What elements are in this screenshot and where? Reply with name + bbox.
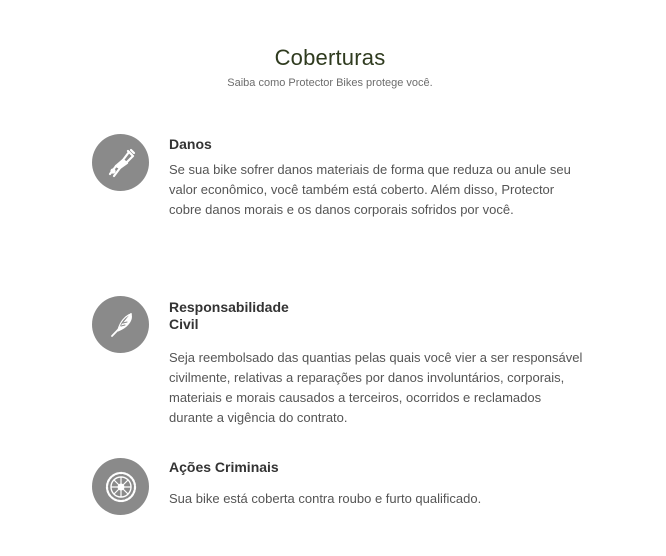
- coverage-title-acoes-criminais: Ações Criminais: [169, 459, 279, 475]
- page-subtitle: Saiba como Protector Bikes protege você.: [227, 77, 433, 89]
- page-title: Coberturas: [274, 45, 386, 70]
- coverage-title-danos: Danos: [169, 136, 212, 152]
- coverage-title-responsabilidade-civil: Responsabilidade Civil: [169, 299, 289, 332]
- gear-wheel-icon: [92, 458, 149, 515]
- coverage-description-acoes-criminais: Sua bike está coberta contra roubo e furto qualificado.: [169, 491, 482, 506]
- coverage-header: [0, 44, 666, 90]
- coverage-description-danos: Se sua bike sofrer danos materiais de forma que reduza ou anule seu valor econômico, você também está coberto. Além disso, Protector cobre danos morais e os danos corporais sofridos por você.: [169, 162, 571, 217]
- coverage-description-responsabilidade-civil: Seja reembolsado das quantias pelas quais você vier a ser responsável civilmente, relativas a reparações por danos involuntários, corporais, materiais e morais causados a terceiros, ocorridos e reclamados durante a vigência do contrato.: [169, 350, 583, 425]
- bike-part-icon: [92, 134, 149, 191]
- feather-icon: [92, 296, 149, 353]
